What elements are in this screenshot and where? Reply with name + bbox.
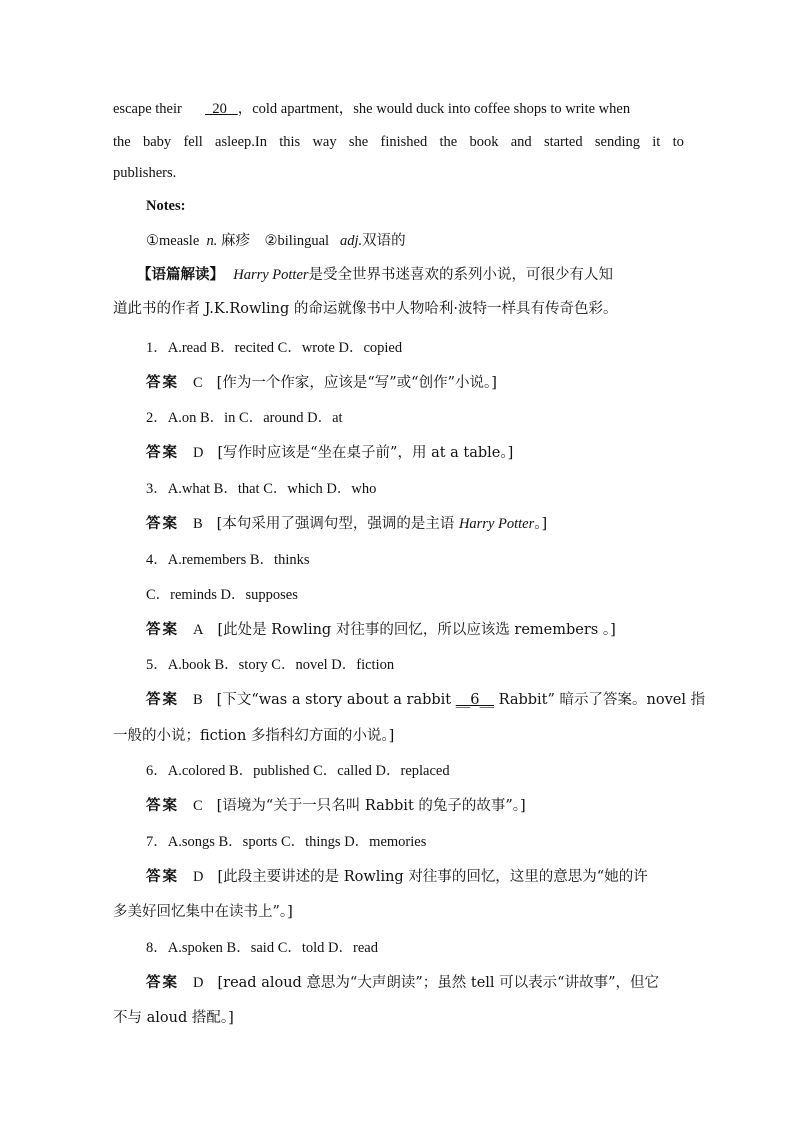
answer-explanation: [此段主要讲述的是 Rowling 对往事的回忆，这里的意思为“她的许 <box>217 869 648 885</box>
answer-explanation: [写作时应该是“坐在桌子前”，用 at a table。] <box>217 445 514 461</box>
analysis-line-2: 道此书的作者 J.K.Rowling 的命运就像书中人物哈利·波特一样具有传奇色彩。 <box>113 301 618 317</box>
answer-line <box>146 373 497 393</box>
answer-letter: B <box>193 516 203 532</box>
answer-line <box>146 620 616 640</box>
answer-line <box>146 443 513 463</box>
passage-text: ，cold apartment，she would duck into coffee shops to write when <box>237 101 631 117</box>
answer-explanation-continued: 一般的小说；fiction 多指科幻方面的小说。] <box>113 728 395 744</box>
answer-label: 答案 <box>146 515 179 532</box>
answer-label: 答案 <box>146 444 179 461</box>
question-options: 7．A.songs B．sports C．things D．memories <box>146 834 427 850</box>
question-options: 2．A.on B．in C．around D．at <box>146 410 343 426</box>
question-options: 5．A.book B．story C．novel D．fiction <box>146 657 395 673</box>
passage-word: sending <box>594 134 640 150</box>
question-options: 8．A.spoken B．said C．told D．read <box>146 940 378 956</box>
answer-explanation: 。] <box>534 516 548 532</box>
notes-heading: Notes: <box>146 198 186 214</box>
passage-word: the <box>439 134 458 150</box>
blank-20: 20 <box>212 101 227 117</box>
answer-label: 答案 <box>146 691 179 708</box>
passage-text: escape their <box>113 101 182 117</box>
notes-line: ①measle n. 麻疹 ②bilingual adj.双语的 <box>146 233 406 249</box>
passage-line-2 <box>113 132 684 152</box>
passage-word: to <box>672 134 684 150</box>
answer-explanation: Harry Potter <box>458 516 535 532</box>
passage-word: it <box>652 134 661 150</box>
passage-word: fell <box>183 134 203 150</box>
passage-word: started <box>543 134 583 150</box>
passage-word: and <box>510 134 532 150</box>
answer-explanation: [read aloud 意思为“大声朗读”；虽然 tell 可以表示“讲故事”，但它 <box>217 975 659 991</box>
answer-letter: B <box>193 692 203 708</box>
answer-label: 答案 <box>146 868 179 885</box>
answer-letter: C <box>193 798 203 814</box>
answer-explanation: Rabbit” 暗示了答案。novel 指 <box>493 692 706 708</box>
passage-line-1 <box>113 99 684 119</box>
answer-explanation-continued: 不与 aloud 搭配。] <box>113 1010 234 1026</box>
answer-letter: D <box>193 445 204 461</box>
answer-explanation-continued: 多美好回忆集中在读书上”。] <box>113 904 293 920</box>
answer-label: 答案 <box>146 797 179 814</box>
answer-label: 答案 <box>146 621 179 638</box>
passage-word: baby <box>142 134 172 150</box>
answer-explanation: [语境为“关于一只名叫 Rabbit 的兔子的故事”。] <box>216 798 526 814</box>
question-options: 3．A.what B．that C．which D．who <box>146 481 377 497</box>
answer-line <box>146 973 659 993</box>
answer-letter: D <box>193 975 204 991</box>
answer-explanation: __6__ <box>455 692 494 708</box>
question-options: 1．A.read B．recited C．wrote D．copied <box>146 340 403 356</box>
passage-word: finished <box>380 134 428 150</box>
analysis-line-1: 【语篇解读】 Harry Potter是受全世界书迷喜欢的系列小说，可很少有人知 <box>137 266 614 283</box>
analysis-label: 【语篇解读】 <box>137 266 224 283</box>
answer-letter: A <box>193 622 204 638</box>
answer-explanation: [此处是 Rowling 对往事的回忆，所以应该选 remembers 。] <box>217 622 616 638</box>
question-options: C．reminds D．supposes <box>146 587 298 603</box>
answer-line <box>146 514 547 534</box>
answer-label: 答案 <box>146 374 179 391</box>
passage-word: book <box>469 134 499 150</box>
answer-explanation: [本句采用了强调句型，强调的是主语 <box>216 516 459 532</box>
answer-letter: C <box>193 375 203 391</box>
question-options: 4．A.remembers B．thinks <box>146 552 310 568</box>
answer-label: 答案 <box>146 974 179 991</box>
answer-explanation: [作为一个作家，应该是“写”或“创作”小说。] <box>216 375 497 391</box>
passage-word: way <box>312 134 337 150</box>
passage-line-3: publishers. <box>113 165 177 181</box>
answer-explanation: [下文“was a story about a rabbit <box>216 692 456 708</box>
answer-line <box>146 867 648 887</box>
answer-line <box>146 690 705 710</box>
question-options: 6．A.colored B．published C．called D．replaced <box>146 763 450 779</box>
passage-word: she <box>348 134 369 150</box>
answer-letter: D <box>193 869 204 885</box>
answer-line <box>146 796 526 816</box>
passage-word: the <box>113 134 131 150</box>
passage-word: asleep.In <box>215 134 267 150</box>
passage-word: this <box>279 134 301 150</box>
